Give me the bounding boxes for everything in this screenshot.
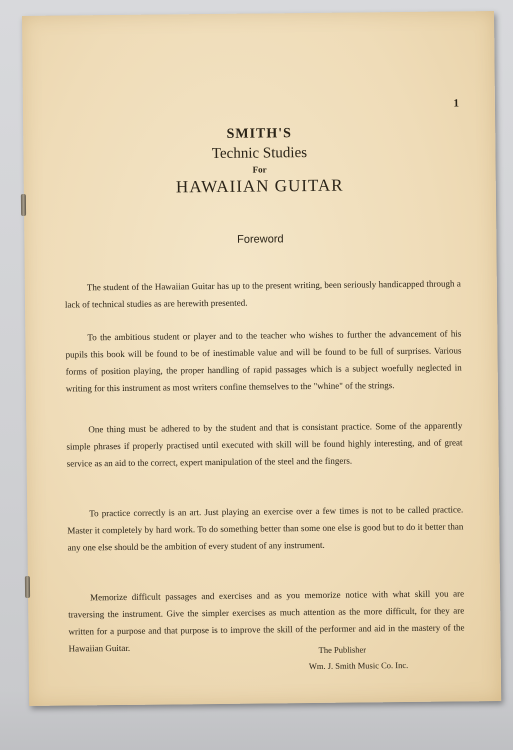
staple-bottom [25,576,30,598]
page-number: 1 [453,97,460,110]
foreword-heading: Foreword [237,233,284,246]
paragraph-5: Memorize difficult passages and exercises and as you memorize notice with what skill you are traversing the instrument. Give the simpler exercises as much attention as the more difficult, for they are written for a purpose and that purpose is to improve the skill of the performer and aid in the mastery of the Hawaiian Guitar. [68,588,465,654]
paragraph-3: One thing must be adhered to by the student and that is consistant practice. Some of the apparently simple phrases if properly practised until executed with skill will be found highly interesting, and of great service as an aid to the correct, expert manipulation of the steel and the fingers. [66,420,463,469]
title-subject: Technic Studies [211,145,308,163]
paragraph-1: The student of the Hawaiian Guitar has up to the present writing, been seriously handicapped through a lack of technical studies as are herewith presented. [64,278,461,310]
title-for: For [252,164,267,175]
title-block [23,123,496,200]
signature-company: Wm. J. Smith Music Co. Inc. [308,659,409,672]
title-publisher-name: SMITH'S [226,126,292,142]
paragraph-4: To practice correctly is an art. Just playing an exercise over a few times is not to be called practice. Master it completely by hard work. To do something better than some one else is good but to do it better than any one else should be the ambition of every student of any instrument. [67,504,464,553]
title-instrument: HAWAIIAN GUITAR [175,175,344,197]
signature-role: The Publisher [318,644,367,655]
booklet-page [22,11,501,706]
paragraph-2: To the ambitious student or player and to the teacher who wishes to further the advancement of his pupils this book will be found to be of inestimable value and will be found to be full of surprises. Various forms of position playing, the proper handling of rapid passages which is a subject woefully neglected in writing for this instrument as most writers confine themselves to the "whine" of the strings. [65,328,462,394]
